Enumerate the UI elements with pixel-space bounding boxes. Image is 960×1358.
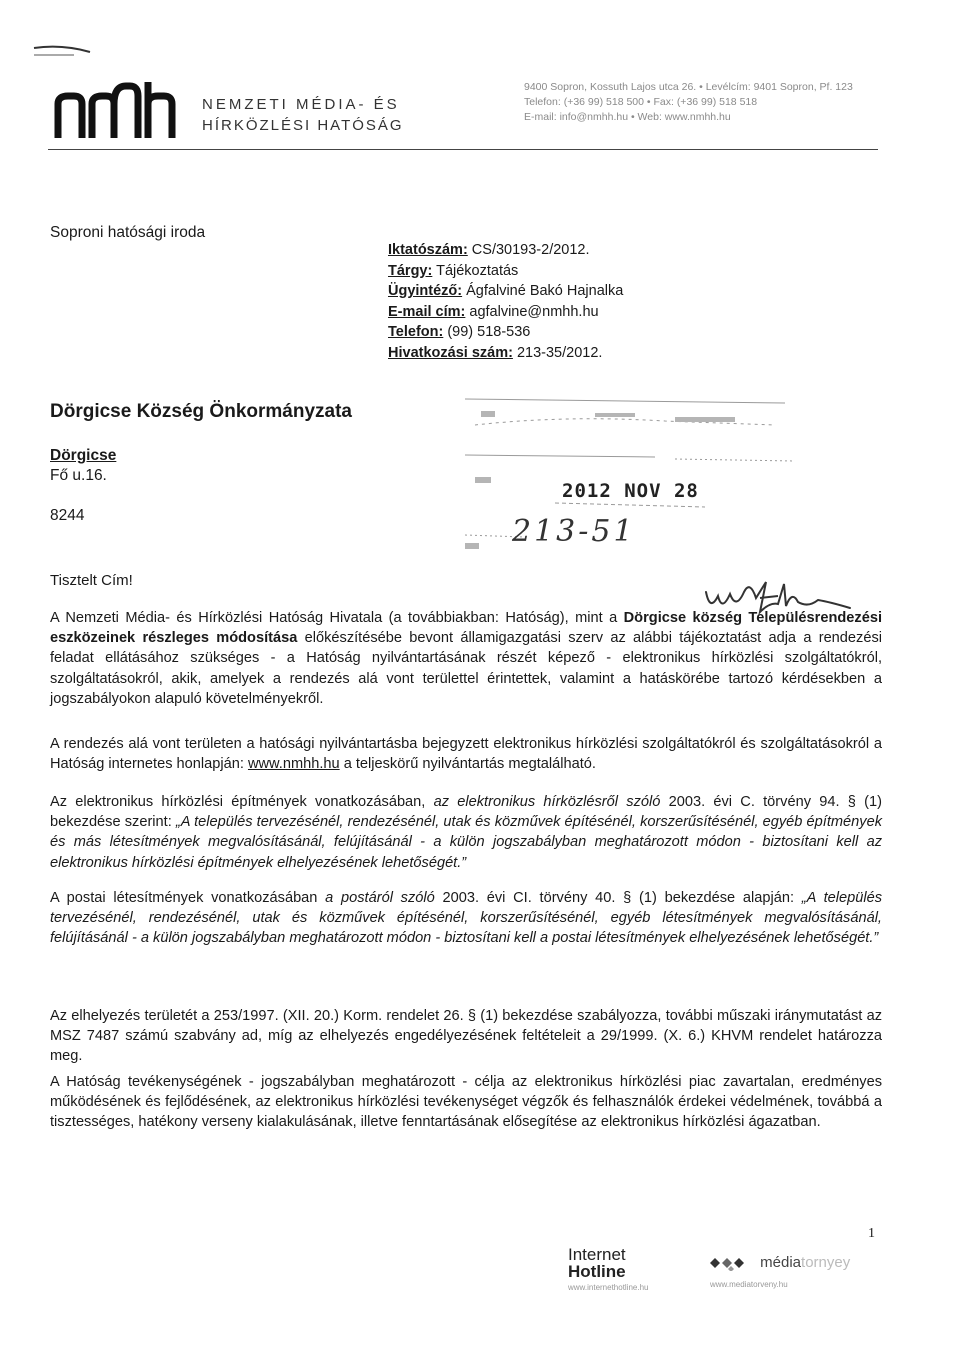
ref-value: CS/30193-2/2012. <box>467 242 590 258</box>
paragraph-telecom-law <box>50 792 882 873</box>
hotline-line2: Hotline <box>568 1262 626 1281</box>
org-name-line1: NEMZETI MÉDIA- ÉS <box>202 96 400 113</box>
paragraph-placement: Az elhelyezés területét a 253/1997. (XII. 20.) Korm. rendelet 26. § (1) bekezdése szabályozza, további műszaki iránymutatást az MSZ 7487 számú szabvány ad, míg az elhelyezés engedélyezésének feltételeit a 29/1999. (X. 6.) KHVM rendelet határozza meg. <box>50 1008 882 1065</box>
internet-hotline-logo <box>568 1247 649 1292</box>
office-name: Soproni hatósági iroda <box>50 224 206 241</box>
stamp-date: 2012 NOV 28 <box>562 480 699 502</box>
org-name-line2: HÍRKÖZLÉSI HATÓSÁG <box>202 117 404 134</box>
ref-label: Telefon: <box>388 324 444 340</box>
paragraph-intro <box>50 608 882 709</box>
ref-row-iktatoszam <box>388 240 623 261</box>
ref-label: Tárgy: <box>388 262 433 279</box>
ref-label: E-mail cím: <box>388 303 466 320</box>
paragraph-registry <box>50 734 882 774</box>
ref-value: Tájékoztatás <box>432 262 519 279</box>
para-bold-text: Dörgicse község Településrendezési eszközeinek részleges módosítása <box>50 610 882 647</box>
media-name-part1: média <box>760 1254 802 1271</box>
paragraph-authority-goal: A Hatóság tevékenységének - jogszabályban meghatározott - célja az elektronikus hírközlési piac zavartalan, eredményes működésének és fejlődésének, az elektronikus hírközlési tevékenységet végzők és felhasználók érdekei védelmének, továbbá a tisztességes, hatékony verseny kialakulásának, illetve fenntartásának elősegítése az elektronikus hírközlési ágazatban. <box>50 1074 882 1131</box>
para-italic-text: a postáról szóló <box>325 890 435 906</box>
recipient-city: Dörgicse <box>50 447 117 464</box>
contact-email-web: E-mail: info@nmhh.hu • Web: www.nmhh.hu <box>524 111 731 123</box>
ref-value: agfalvine@nmhh.hu <box>465 303 599 320</box>
website-link[interactable]: www.nmhh.hu <box>247 756 340 773</box>
para-text: A postai létesítmények vonatkozásában <box>50 890 326 906</box>
recipient-address <box>50 401 352 525</box>
recipient-zip: 8244 <box>50 507 85 524</box>
contact-address: 9400 Sopron, Kossuth Lajos utca 26. • Levélcím: 9401 Sopron, Pf. 123 <box>524 81 853 93</box>
ref-label: Iktatószám: <box>388 242 468 258</box>
para-italic-text: az elektronikus hírközlésről szóló <box>433 794 661 810</box>
salutation: Tisztelt Cím! <box>50 572 133 589</box>
ref-row-telefon <box>388 322 623 343</box>
recipient-street: Fő u.16. <box>50 467 107 484</box>
mediatorveny-logo <box>704 1254 850 1289</box>
ref-value: (99) 518-536 <box>443 324 531 340</box>
para-text: A rendezés alá vont területen a hatósági nyilvántartásba bejegyzett elektronikus hírközlési szolgáltatókról és szolgáltatásokról a Hatóság internetes honlapján: <box>50 736 882 773</box>
ref-row-email <box>388 302 623 323</box>
hotline-url: www.internethotline.hu <box>568 1283 649 1292</box>
contact-info <box>524 80 853 125</box>
para-text: előkészítésébe bevont államigazgatási szerv az alábbi tájékoztatást adja a rendezési feladat ellátásához szükséges - a Hatóság nyilvántartásának részét képező - elektronikus hírközlési szolgáltatókról, szolgáltatásokról, akik, amelyek a rendezés alá vont területtel érintettek, valamint a hatáskörébe tartozó kérdésekben a jogszabályokon alapuló követelményekről. <box>50 630 882 707</box>
media-name-part2: tornyey <box>801 1254 851 1271</box>
para-quote: „A település tervezésénél, rendezésénél, utak és közművek építésénél, korszerűsítésénél, egyéb létesítmények megvalósításánál, felújításánál - a külön jogszabályban meghatározott módon - biztosítani kell a postai létesítmények elhelyezésének lehetőségét.” <box>50 890 882 947</box>
ref-row-ugyintezo <box>388 281 623 302</box>
stamp-handwritten-number: 213-51 <box>512 514 636 549</box>
recipient-name: Dörgicse Község Önkormányzata <box>50 401 352 422</box>
hotline-line1: Internet <box>568 1245 626 1264</box>
contact-phone: Telefon: (+36 99) 518 500 • Fax: (+36 99) 518 518 <box>524 96 758 108</box>
ref-value: Ágfalviné Bakó Hajnalka <box>462 283 624 299</box>
para-text: 2003. évi C. törvény 94. § (1) bekezdése szerint: <box>50 794 882 831</box>
para-text: a teljeskörű nyilvántartás megtalálható. <box>339 756 596 773</box>
ref-row-hivatkozasi <box>388 343 623 364</box>
ref-row-targy <box>388 261 623 282</box>
header-divider <box>48 149 878 150</box>
para-quote: „A település tervezésénél, rendezésénél, utak és közművek építésénél, korszerűsítésénél, egyéb építmények és más létesítmények megvalósításánál, felújításánál - a külön jogszabályban meghatározott módon - biztosítani kell az elektronikus hírközlési építmények elhelyezésének lehetőségét.” <box>50 814 882 871</box>
ref-label: Ügyintéző: <box>388 283 463 299</box>
media-url: www.mediatorveny.hu <box>710 1280 788 1290</box>
para-text: Az elektronikus hírközlési építmények vonatkozásában, <box>50 794 434 810</box>
media-logo-text <box>704 1254 850 1271</box>
reference-block <box>388 240 623 363</box>
para-text: A Nemzeti Média- és Hírközlési Hatóság Hivatala (a továbbiakban: Hatóság), mint a <box>50 610 624 626</box>
diamonds-icon <box>704 1255 756 1271</box>
ref-label: Hivatkozási szám: <box>388 344 513 361</box>
page-number: 1 <box>868 1226 875 1241</box>
hole-punch-mark <box>32 44 92 58</box>
paragraph-postal-law <box>50 888 882 949</box>
nmhh-logo <box>52 78 182 140</box>
para-text: 2003. évi CI. törvény 40. § (1) bekezdése alapján: <box>434 890 802 906</box>
ref-value: 213-35/2012. <box>512 344 603 361</box>
